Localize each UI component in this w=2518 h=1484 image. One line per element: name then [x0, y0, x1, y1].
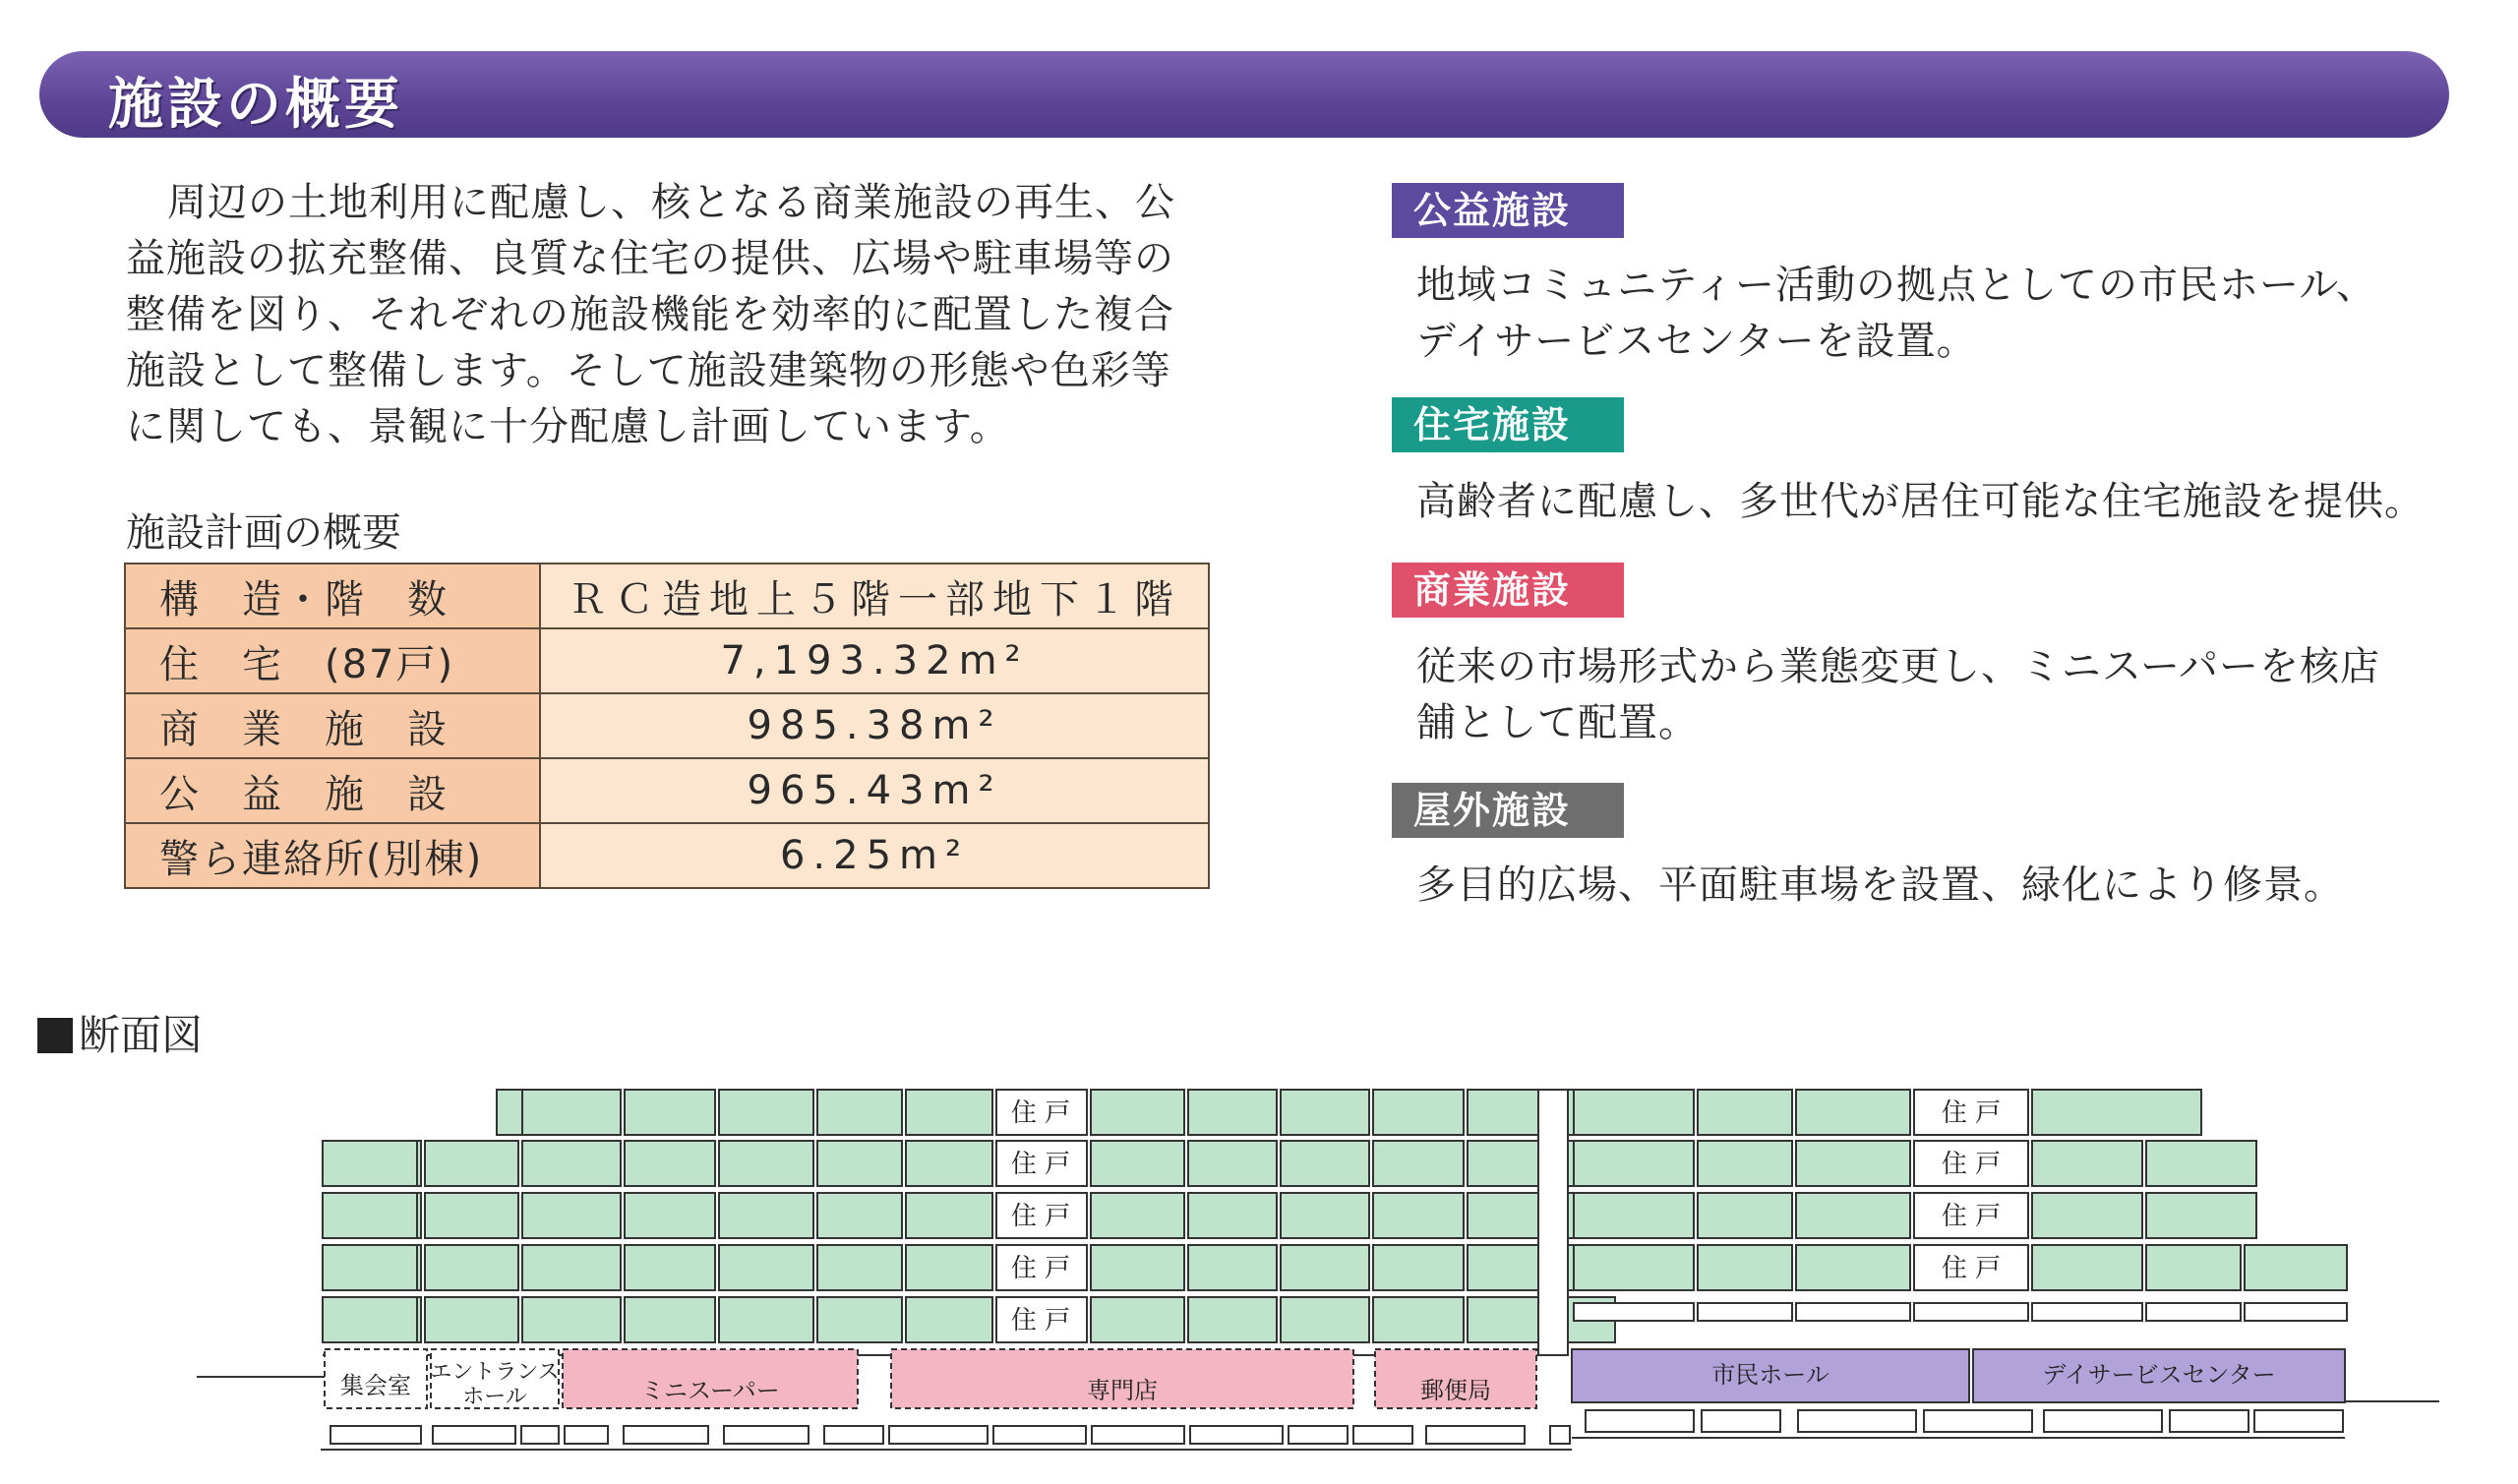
housing-unit	[1373, 1297, 1464, 1342]
row-label: 公 益 施 設	[125, 758, 540, 823]
row-value: 6.25m²	[540, 823, 1209, 888]
housing-unit	[2146, 1141, 2256, 1186]
page-title: 施設の概要	[108, 73, 403, 137]
housing-unit	[522, 1297, 621, 1342]
foundation-slot	[889, 1426, 988, 1444]
housing-unit	[522, 1193, 621, 1238]
foundation-slot	[1353, 1426, 1412, 1444]
label-entrance: エントランス	[430, 1360, 560, 1385]
housing-label: 住 戸	[1010, 1098, 1071, 1128]
ground-slot	[2146, 1303, 2241, 1321]
foundation-slot	[1702, 1410, 1780, 1432]
housing-unit	[1468, 1090, 1540, 1135]
housing-unit	[1698, 1090, 1792, 1135]
category-line: 多目的広場、平面駐車場を設置、緑化により修景。	[1416, 862, 2344, 908]
category-line: 舗として配置。	[1416, 700, 1699, 745]
housing-unit	[497, 1090, 522, 1135]
housing-unit	[1188, 1193, 1277, 1238]
housing-unit	[522, 1090, 621, 1135]
label-specialty-store: 専門店	[1087, 1377, 1158, 1404]
row-label: 警ら連絡所(別棟)	[125, 823, 540, 888]
housing-unit	[1091, 1193, 1184, 1238]
ground-slot	[1914, 1303, 2028, 1321]
label-entrance-hall: ホール	[462, 1385, 527, 1409]
housing-unit	[1281, 1297, 1369, 1342]
housing-unit	[522, 1141, 621, 1186]
housing-unit	[817, 1297, 902, 1342]
housing-unit	[1281, 1141, 1369, 1186]
row-label: 商 業 施 設	[125, 693, 540, 758]
housing-label: 住 戸	[1941, 1202, 2002, 1231]
ground-slot	[2032, 1303, 2142, 1321]
housing-unit	[425, 1141, 518, 1186]
housing-label: 住 戸	[1941, 1098, 2002, 1128]
ground-slot	[1698, 1303, 1792, 1321]
intro-line: 整備を図り、それぞれの施設機能を効率的に配置した複合	[126, 292, 1174, 337]
housing-unit	[1468, 1141, 1540, 1186]
foundation-slot	[993, 1426, 1086, 1444]
housing-unit	[719, 1245, 813, 1290]
housing-unit	[817, 1141, 902, 1186]
housing-unit	[323, 1141, 417, 1186]
row-value: 7,193.32m²	[540, 628, 1209, 693]
housing-unit	[817, 1193, 902, 1238]
housing-unit	[1373, 1141, 1464, 1186]
housing-unit	[1373, 1245, 1464, 1290]
housing-unit	[2032, 1193, 2142, 1238]
section-title: 断面図	[79, 1011, 204, 1059]
housing-unit	[817, 1245, 902, 1290]
housing-unit	[719, 1090, 813, 1135]
foundation-slot	[1289, 1426, 1348, 1444]
housing-unit	[1468, 1245, 1540, 1290]
housing-unit	[425, 1245, 518, 1290]
housing-unit	[906, 1141, 992, 1186]
row-label: 住 宅 (87戸)	[125, 628, 540, 693]
housing-unit	[1281, 1245, 1369, 1290]
foundation-slot	[1586, 1410, 1694, 1432]
housing-unit	[425, 1297, 518, 1342]
housing-unit	[2032, 1141, 2142, 1186]
label-mini-super: ミニスーパー	[640, 1377, 780, 1404]
housing-label: 住 戸	[1010, 1150, 1071, 1179]
housing-unit	[1091, 1141, 1184, 1186]
housing-unit	[906, 1193, 992, 1238]
housing-unit	[425, 1193, 518, 1238]
intro-line: 益施設の拡充整備、良質な住宅の提供、広場や駐車場等の	[126, 236, 1174, 281]
housing-unit	[1188, 1141, 1277, 1186]
housing-unit	[625, 1245, 715, 1290]
foundation-slot	[1190, 1426, 1283, 1444]
housing-unit	[2032, 1090, 2201, 1135]
housing-unit	[2146, 1245, 2241, 1290]
row-value: 985.38m²	[540, 693, 1209, 758]
housing-unit	[323, 1245, 417, 1290]
housing-unit	[1468, 1297, 1540, 1342]
housing-label: 住 戸	[1010, 1254, 1071, 1283]
housing-label: 住 戸	[1941, 1254, 2002, 1283]
label-civic-hall: 市民ホール	[1711, 1361, 1829, 1389]
foundation-slot	[724, 1426, 809, 1444]
foundation-slot	[330, 1426, 421, 1444]
foundation-slot	[624, 1426, 708, 1444]
housing-unit	[1796, 1193, 1910, 1238]
housing-unit	[1574, 1090, 1694, 1135]
housing-unit	[719, 1193, 813, 1238]
housing-unit	[2245, 1245, 2347, 1290]
category-line: 従来の市場形式から業態変更し、ミニスーパーを核店	[1416, 644, 2380, 689]
housing-unit	[1091, 1245, 1184, 1290]
category-line: 地域コミュニティー活動の拠点としての市民ホール、	[1416, 263, 2376, 308]
category-badge-commercial: 商業施設	[1392, 563, 1624, 618]
housing-unit	[1468, 1193, 1540, 1238]
intro-line: 周辺の土地利用に配慮し、核となる商業施設の再生、公	[167, 180, 1175, 225]
housing-unit	[323, 1193, 417, 1238]
housing-unit	[323, 1297, 417, 1342]
row-label: 構 造・階 数	[125, 564, 540, 628]
housing-unit	[1281, 1090, 1369, 1135]
ground-slot	[2245, 1303, 2347, 1321]
intro-line: に関しても、景観に十分配慮し計画しています。	[126, 404, 1010, 449]
housing-unit	[625, 1090, 715, 1135]
housing-unit	[2146, 1193, 2256, 1238]
category-badge-housing: 住宅施設	[1392, 397, 1624, 452]
category-badge-public: 公益施設	[1392, 183, 1624, 238]
stair-core	[1538, 1090, 1568, 1355]
housing-unit	[1574, 1245, 1694, 1290]
housing-label: 住 戸	[1010, 1306, 1071, 1336]
housing-unit	[625, 1193, 715, 1238]
housing-unit	[719, 1297, 813, 1342]
housing-unit	[906, 1090, 992, 1135]
ground-slot	[1574, 1303, 1694, 1321]
housing-unit	[906, 1297, 992, 1342]
housing-unit	[1574, 1193, 1694, 1238]
housing-unit	[1698, 1141, 1792, 1186]
foundation-slot	[565, 1426, 608, 1444]
housing-unit	[2032, 1245, 2142, 1290]
housing-unit	[1091, 1090, 1184, 1135]
housing-unit	[1188, 1090, 1277, 1135]
foundation-slot	[1426, 1426, 1525, 1444]
housing-unit	[1796, 1090, 1910, 1135]
housing-label: 住 戸	[1010, 1202, 1071, 1231]
foundation-slot	[824, 1426, 883, 1444]
table-title: 施設計画の概要	[126, 510, 401, 556]
housing-unit	[625, 1141, 715, 1186]
row-value: ＲＣ造地上５階一部地下１階	[540, 564, 1209, 628]
foundation-slot	[2254, 1410, 2343, 1432]
housing-unit	[1281, 1193, 1369, 1238]
housing-unit	[522, 1245, 621, 1290]
housing-unit	[906, 1245, 992, 1290]
foundation-slot	[1550, 1426, 1570, 1444]
foundation-slot	[433, 1426, 515, 1444]
foundation-slot	[2044, 1410, 2162, 1432]
housing-unit	[1698, 1193, 1792, 1238]
housing-label: 住 戸	[1941, 1150, 2002, 1179]
housing-unit	[1091, 1297, 1184, 1342]
foundation-slot	[1924, 1410, 2032, 1432]
foundation-slot	[1092, 1426, 1184, 1444]
row-value: 965.43m²	[540, 758, 1209, 823]
ground-slot	[1796, 1303, 1910, 1321]
label-day-service: デイサービスセンター	[2042, 1361, 2276, 1389]
intro-line: 施設として整備します。そして施設建築物の形態や色彩等	[126, 348, 1171, 393]
housing-unit	[817, 1090, 902, 1135]
housing-unit	[1698, 1245, 1792, 1290]
foundation-slot	[2170, 1410, 2248, 1432]
foundation-slot	[1798, 1410, 1916, 1432]
housing-unit	[1188, 1245, 1277, 1290]
housing-unit	[1188, 1297, 1277, 1342]
housing-unit	[1796, 1245, 1910, 1290]
category-line: 高齢者に配慮し、多世代が居住可能な住宅施設を提供。	[1416, 479, 2425, 524]
housing-unit	[1796, 1141, 1910, 1186]
housing-unit	[1574, 1141, 1694, 1186]
foundation-slot	[521, 1426, 559, 1444]
label-post-office: 郵便局	[1420, 1377, 1491, 1404]
label-meeting-room: 集会室	[340, 1372, 411, 1399]
housing-unit	[625, 1297, 715, 1342]
housing-unit	[1373, 1090, 1464, 1135]
category-badge-outdoor: 屋外施設	[1392, 783, 1624, 838]
category-line: デイサービスセンターを設置。	[1416, 319, 1977, 364]
housing-unit	[719, 1141, 813, 1186]
housing-unit	[1373, 1193, 1464, 1238]
